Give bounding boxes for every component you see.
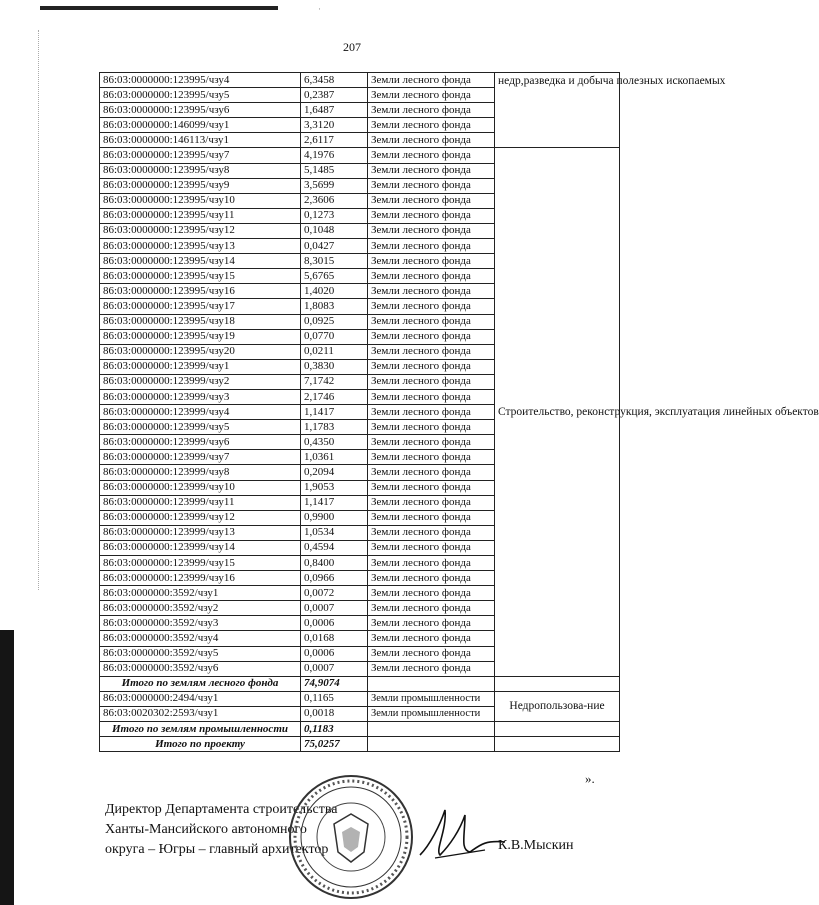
parcel-id-cell: 86:03:0000000:123995/чзу17 xyxy=(100,299,301,314)
area-cell: 0,1048 xyxy=(301,223,368,238)
area-cell: 1,8083 xyxy=(301,299,368,314)
subtotal-value: 75,0257 xyxy=(301,737,368,752)
empty-cell xyxy=(368,737,495,752)
land-category-cell: Земли лесного фонда xyxy=(368,465,495,480)
parcel-id-cell: 86:03:0000000:123995/чзу9 xyxy=(100,178,301,193)
parcel-id-cell: 86:03:0000000:3592/чзу5 xyxy=(100,646,301,661)
land-category-cell: Земли лесного фонда xyxy=(368,178,495,193)
land-category-cell: Земли лесного фонда xyxy=(368,601,495,616)
land-category-cell: Земли промышленности xyxy=(368,691,495,706)
land-category-cell: Земли лесного фонда xyxy=(368,661,495,676)
purpose-cell: Недропользова-ние xyxy=(495,691,620,721)
area-cell: 7,1742 xyxy=(301,374,368,389)
top-border-line xyxy=(40,6,278,10)
parcel-id-cell: 86:03:0000000:146099/чзу1 xyxy=(100,118,301,133)
land-category-cell: Земли лесного фонда xyxy=(368,284,495,299)
page-number: 207 xyxy=(343,40,361,54)
empty-cell xyxy=(368,676,495,691)
subtotal-value: 74,9074 xyxy=(301,676,368,691)
parcel-id-cell: 86:03:0000000:123995/чзу20 xyxy=(100,344,301,359)
table-row xyxy=(100,73,620,88)
subtotal-value: 0,1183 xyxy=(301,722,368,737)
area-cell: 0,0072 xyxy=(301,586,368,601)
land-category-cell: Земли лесного фонда xyxy=(368,495,495,510)
area-cell: 8,3015 xyxy=(301,254,368,269)
land-category-cell: Земли лесного фонда xyxy=(368,480,495,495)
land-category-cell: Земли лесного фонда xyxy=(368,616,495,631)
purpose-cell: Строительство, реконструкция, эксплуатация линейных объектов xyxy=(495,148,620,676)
land-category-cell: Земли лесного фонда xyxy=(368,631,495,646)
area-cell: 0,0770 xyxy=(301,329,368,344)
area-cell: 0,9900 xyxy=(301,510,368,525)
parcel-id-cell: 86:03:0000000:123999/чзу11 xyxy=(100,495,301,510)
signature-line-3: округа – Югры – главный архитектор xyxy=(105,842,329,857)
area-cell: 0,0925 xyxy=(301,314,368,329)
area-cell: 0,0966 xyxy=(301,571,368,586)
land-category-cell: Земли лесного фонда xyxy=(368,540,495,555)
parcel-id-cell: 86:03:0000000:3592/чзу1 xyxy=(100,586,301,601)
area-cell: 1,0534 xyxy=(301,525,368,540)
area-cell: 1,4020 xyxy=(301,284,368,299)
land-category-cell: Земли лесного фонда xyxy=(368,344,495,359)
land-category-cell: Земли лесного фонда xyxy=(368,223,495,238)
parcel-id-cell: 86:03:0000000:123995/чзу5 xyxy=(100,88,301,103)
parcel-id-cell: 86:03:0000000:123995/чзу6 xyxy=(100,103,301,118)
land-category-cell: Земли лесного фонда xyxy=(368,359,495,374)
area-cell: 0,0007 xyxy=(301,661,368,676)
land-category-cell: Земли лесного фонда xyxy=(368,646,495,661)
land-category-cell: Земли лесного фонда xyxy=(368,88,495,103)
parcel-id-cell: 86:03:0000000:3592/чзу3 xyxy=(100,616,301,631)
table-row xyxy=(100,148,620,163)
area-cell: 0,0018 xyxy=(301,706,368,721)
area-cell: 1,1417 xyxy=(301,495,368,510)
parcel-id-cell: 86:03:0020302:2593/чзу1 xyxy=(100,706,301,721)
area-cell: 1,1417 xyxy=(301,405,368,420)
area-cell: 0,4594 xyxy=(301,540,368,555)
area-cell: 3,5699 xyxy=(301,178,368,193)
parcel-id-cell: 86:03:0000000:146113/чзу1 xyxy=(100,133,301,148)
area-cell: 5,6765 xyxy=(301,269,368,284)
area-cell: 0,4350 xyxy=(301,435,368,450)
subtotal-row xyxy=(100,737,620,752)
land-parcels-table xyxy=(99,72,819,752)
parcel-id-cell: 86:03:0000000:123995/чзу18 xyxy=(100,314,301,329)
signature-line-2: Ханты-Мансийского автономного xyxy=(105,822,307,837)
land-category-cell: Земли лесного фонда xyxy=(368,556,495,571)
parcel-id-cell: 86:03:0000000:123999/чзу8 xyxy=(100,465,301,480)
area-cell: 6,3458 xyxy=(301,73,368,88)
parcel-id-cell: 86:03:0000000:3592/чзу6 xyxy=(100,661,301,676)
land-category-cell: Земли промышленности xyxy=(368,706,495,721)
subtotal-label: Итого по землям промышленности xyxy=(100,722,301,737)
table-row xyxy=(100,691,620,706)
parcel-id-cell: 86:03:0000000:123995/чзу12 xyxy=(100,223,301,238)
parcel-id-cell: 86:03:0000000:123999/чзу3 xyxy=(100,389,301,404)
parcel-id-cell: 86:03:0000000:123995/чзу14 xyxy=(100,254,301,269)
land-category-cell: Земли лесного фонда xyxy=(368,435,495,450)
area-cell: 3,3120 xyxy=(301,118,368,133)
parcel-id-cell: 86:03:0000000:123999/чзу15 xyxy=(100,556,301,571)
parcel-id-cell: 86:03:0000000:123999/чзу14 xyxy=(100,540,301,555)
land-category-cell: Земли лесного фонда xyxy=(368,510,495,525)
land-category-cell: Земли лесного фонда xyxy=(368,420,495,435)
land-category-cell: Земли лесного фонда xyxy=(368,389,495,404)
parcel-id-cell: 86:03:0000000:123999/чзу7 xyxy=(100,450,301,465)
scan-edge-shadow xyxy=(0,630,14,905)
parcel-id-cell: 86:03:0000000:123995/чзу11 xyxy=(100,208,301,223)
parcel-id-cell: 86:03:0000000:3592/чзу4 xyxy=(100,631,301,646)
land-category-cell: Земли лесного фонда xyxy=(368,103,495,118)
official-seal xyxy=(286,772,416,902)
scan-artifact: · xyxy=(318,4,321,14)
area-cell: 0,0006 xyxy=(301,646,368,661)
land-category-cell: Земли лесного фонда xyxy=(368,314,495,329)
parcel-id-cell: 86:03:0000000:123995/чзу13 xyxy=(100,239,301,254)
subtotal-row xyxy=(100,676,620,691)
area-cell: 0,2094 xyxy=(301,465,368,480)
purpose-cell: недр,разведка и добыча полезных ископаемых xyxy=(495,73,620,148)
parcel-id-cell: 86:03:0000000:123999/чзу16 xyxy=(100,571,301,586)
parcel-id-cell: 86:03:0000000:123999/чзу5 xyxy=(100,420,301,435)
closing-quote: ». xyxy=(585,771,595,786)
land-category-cell: Земли лесного фонда xyxy=(368,299,495,314)
area-cell: 1,6487 xyxy=(301,103,368,118)
parcel-id-cell: 86:03:0000000:123995/чзу10 xyxy=(100,193,301,208)
land-category-cell: Земли лесного фонда xyxy=(368,571,495,586)
land-category-cell: Земли лесного фонда xyxy=(368,450,495,465)
land-category-cell: Земли лесного фонда xyxy=(368,405,495,420)
area-cell: 1,9053 xyxy=(301,480,368,495)
land-category-cell: Земли лесного фонда xyxy=(368,254,495,269)
subtotal-label: Итого по землям лесного фонда xyxy=(100,676,301,691)
land-category-cell: Земли лесного фонда xyxy=(368,269,495,284)
parcel-id-cell: 86:03:0000000:123999/чзу1 xyxy=(100,359,301,374)
land-category-cell: Земли лесного фонда xyxy=(368,586,495,601)
land-category-cell: Земли лесного фонда xyxy=(368,525,495,540)
parcel-id-cell: 86:03:0000000:123999/чзу6 xyxy=(100,435,301,450)
area-cell: 2,1746 xyxy=(301,389,368,404)
parcel-id-cell: 86:03:0000000:123995/чзу8 xyxy=(100,163,301,178)
parcel-id-cell: 86:03:0000000:123995/чзу19 xyxy=(100,329,301,344)
land-category-cell: Земли лесного фонда xyxy=(368,148,495,163)
area-cell: 1,1783 xyxy=(301,420,368,435)
land-category-cell: Земли лесного фонда xyxy=(368,239,495,254)
subtotal-label: Итого по проекту xyxy=(100,737,301,752)
parcel-id-cell: 86:03:0000000:123999/чзу10 xyxy=(100,480,301,495)
empty-cell xyxy=(495,737,620,752)
area-cell: 0,8400 xyxy=(301,556,368,571)
signatory-name: К.В.Мыскин xyxy=(498,838,574,853)
area-cell: 1,0361 xyxy=(301,450,368,465)
area-cell: 0,0006 xyxy=(301,616,368,631)
parcel-id-cell: 86:03:0000000:123995/чзу15 xyxy=(100,269,301,284)
subtotal-row xyxy=(100,722,620,737)
area-cell: 0,0007 xyxy=(301,601,368,616)
binding-dots xyxy=(38,30,41,590)
land-category-cell: Земли лесного фонда xyxy=(368,193,495,208)
area-cell: 0,0168 xyxy=(301,631,368,646)
land-category-cell: Земли лесного фонда xyxy=(368,118,495,133)
parcel-id-cell: 86:03:0000000:123999/чзу12 xyxy=(100,510,301,525)
area-cell: 4,1976 xyxy=(301,148,368,163)
parcel-id-cell: 86:03:0000000:123995/чзу16 xyxy=(100,284,301,299)
area-cell: 2,3606 xyxy=(301,193,368,208)
land-category-cell: Земли лесного фонда xyxy=(368,163,495,178)
parcel-id-cell: 86:03:0000000:3592/чзу2 xyxy=(100,601,301,616)
empty-cell xyxy=(495,722,620,737)
area-cell: 0,1165 xyxy=(301,691,368,706)
area-cell: 0,1273 xyxy=(301,208,368,223)
parcel-id-cell: 86:03:0000000:123999/чзу13 xyxy=(100,525,301,540)
area-cell: 0,0211 xyxy=(301,344,368,359)
parcel-id-cell: 86:03:0000000:123999/чзу2 xyxy=(100,374,301,389)
land-category-cell: Земли лесного фонда xyxy=(368,73,495,88)
area-cell: 0,2387 xyxy=(301,88,368,103)
parcel-id-cell: 86:03:0000000:2494/чзу1 xyxy=(100,691,301,706)
parcel-id-cell: 86:03:0000000:123995/чзу4 xyxy=(100,73,301,88)
handwritten-signature xyxy=(415,800,510,870)
signature-line-1: Директор Департамента строительства xyxy=(105,802,338,817)
land-category-cell: Земли лесного фонда xyxy=(368,133,495,148)
land-category-cell: Земли лесного фонда xyxy=(368,208,495,223)
area-cell: 0,0427 xyxy=(301,239,368,254)
area-cell: 2,6117 xyxy=(301,133,368,148)
empty-cell xyxy=(495,676,620,691)
area-cell: 5,1485 xyxy=(301,163,368,178)
land-category-cell: Земли лесного фонда xyxy=(368,329,495,344)
parcel-id-cell: 86:03:0000000:123999/чзу4 xyxy=(100,405,301,420)
empty-cell xyxy=(368,722,495,737)
parcel-id-cell: 86:03:0000000:123995/чзу7 xyxy=(100,148,301,163)
land-category-cell: Земли лесного фонда xyxy=(368,374,495,389)
area-cell: 0,3830 xyxy=(301,359,368,374)
